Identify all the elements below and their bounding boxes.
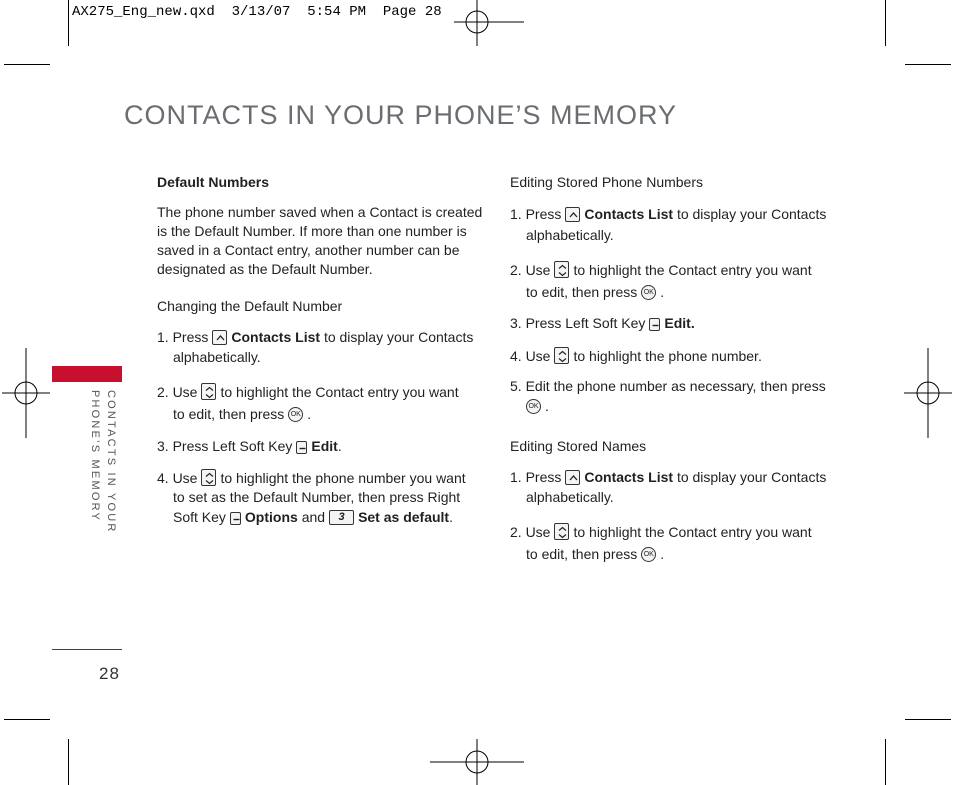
step-5-cont: OK . [510, 398, 549, 414]
paragraph-line: saved in a Contact entry, another number can be [157, 242, 460, 258]
side-label-line2: PHONE’S MEMORY [89, 390, 101, 523]
registration-mark-icon [904, 348, 952, 438]
page-title: CONTACTS IN YOUR PHONE’S MEMORY [124, 100, 678, 130]
step-2: 2. Use to highlight the Contact entry you want [157, 384, 459, 400]
footer-rule [52, 649, 122, 650]
step-4: 4. Use to highlight the phone number you want [157, 470, 466, 486]
crop-mark [885, 0, 886, 46]
paragraph-line: designated as the Default Number. [157, 261, 373, 277]
ok-key-icon: OK [641, 285, 656, 300]
left-soft-key-icon [649, 318, 660, 331]
side-label-line1: CONTACTS IN YOUR [105, 390, 117, 534]
ok-key-icon: OK [526, 399, 541, 414]
step-4-cont: to set as the Default Number, then press Right [173, 489, 461, 505]
section-tab [52, 366, 122, 382]
step-2: 2. Use to highlight the Contact entry you want [510, 262, 812, 278]
crop-mark [68, 0, 69, 46]
step-5: 5. Edit the phone number as necessary, then press [510, 378, 826, 394]
ok-key-icon: OK [288, 407, 303, 422]
crop-mark [885, 739, 886, 785]
step-3: 3. Press Left Soft Key Edit. [157, 438, 342, 454]
step-3: 3. Press Left Soft Key Edit. [510, 315, 695, 331]
crop-mark [4, 719, 50, 720]
step-1-cont: alphabetically. [526, 489, 614, 505]
crop-mark [905, 719, 951, 720]
three-key-icon: 3 [329, 510, 354, 525]
registration-mark-icon [430, 739, 524, 785]
nav-up-down-key-icon [554, 347, 569, 364]
crop-mark [905, 64, 951, 65]
left-soft-key-icon [296, 441, 307, 454]
up-key-icon [212, 330, 227, 345]
heading-editing-numbers: Editing Stored Phone Numbers [510, 174, 703, 190]
step-1-cont: alphabetically. [526, 227, 614, 243]
step-4-cont2: Soft Key Options and 3 Set as default. [173, 509, 453, 525]
step-4: 4. Use to highlight the phone number. [510, 348, 762, 364]
step-2-cont: to edit, then press OK . [526, 546, 665, 562]
step-2-cont: to edit, then press OK . [173, 406, 312, 422]
heading-editing-names: Editing Stored Names [510, 438, 647, 454]
registration-mark-icon [454, 0, 524, 46]
registration-mark-icon [2, 348, 50, 438]
step-1: 1. Press Contacts List to display your Contacts [510, 206, 827, 222]
crop-mark [4, 64, 50, 65]
page-number: 28 [99, 664, 120, 683]
paragraph-line: is the Default Number. If more than one number is [157, 223, 467, 239]
step-2: 2. Use to highlight the Contact entry you want [510, 524, 812, 540]
paragraph-line: The phone number saved when a Contact is created [157, 204, 483, 220]
side-section-label [89, 390, 121, 535]
print-slug: AX275_Eng_new.qxd 3/13/07 5:54 PM Page 28 [72, 4, 442, 20]
nav-up-down-key-icon [201, 383, 216, 400]
step-1: 1. Press Contacts List to display your Contacts [157, 329, 474, 345]
up-key-icon [565, 207, 580, 222]
nav-up-down-key-icon [201, 469, 216, 486]
step-1: 1. Press Contacts List to display your Contacts [510, 469, 827, 485]
crop-mark [68, 739, 69, 785]
right-soft-key-icon [230, 512, 241, 525]
heading-default-numbers: Default Numbers [157, 174, 270, 190]
heading-changing-default: Changing the Default Number [157, 298, 343, 314]
nav-up-down-key-icon [554, 523, 569, 540]
default-numbers-paragraph [157, 203, 482, 279]
step-1-cont: alphabetically. [173, 349, 261, 365]
ok-key-icon: OK [641, 547, 656, 562]
up-key-icon [565, 470, 580, 485]
step-2-cont: to edit, then press OK . [526, 284, 665, 300]
nav-up-down-key-icon [554, 261, 569, 278]
